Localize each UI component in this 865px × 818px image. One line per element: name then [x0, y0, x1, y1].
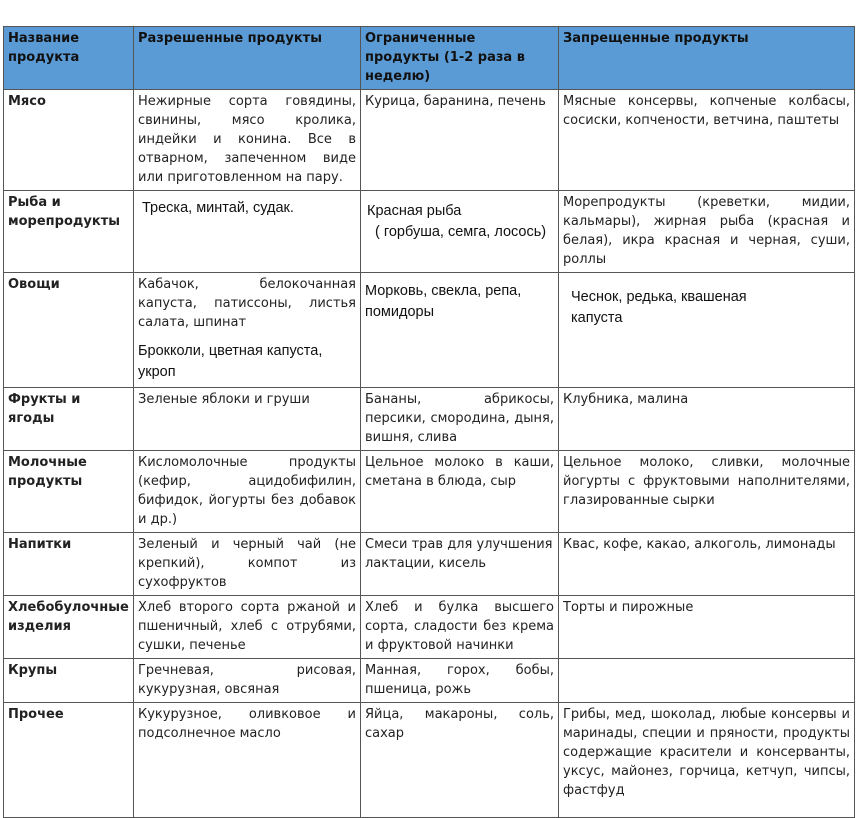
row-allowed-text: Кабачок, белокочанная капуста, патиссоны, листья салата, шпинат: [138, 277, 356, 330]
row-allowed: Кисломолочные продукты (кефир, ацидобифилин, бифидок, йогурты без добавок и др.): [134, 451, 361, 533]
row-category: Фрукты и ягоды: [4, 388, 134, 451]
row-limited-extra: ( горбуша, семга, лосось): [375, 224, 547, 240]
row-limited: Хлеб и булка высшего сорта, сладости без крема и фруктовой начинки: [361, 596, 559, 659]
row-allowed: Хлеб второго сорта ржаной и пшеничный, хлеб с отрубями, сушки, печенье: [134, 596, 361, 659]
header-forbidden: Запрещенные продукты: [559, 27, 855, 90]
header-row: [4, 27, 855, 90]
table-row: [4, 659, 855, 703]
row-category: Напитки: [4, 533, 134, 596]
table-row: [4, 273, 855, 388]
row-forbidden: Цельное молоко, сливки, молочные йогурты с фруктовыми наполнителями, глазированные сырки: [559, 451, 855, 533]
header-name: Название продукта: [4, 27, 134, 90]
table-row: [4, 191, 855, 273]
row-allowed: Зеленый и черный чай (не крепкий), компот из сухофруктов: [134, 533, 361, 596]
row-category: Рыба и морепродукты: [4, 191, 134, 273]
row-allowed-extra: Брокколи, цветная капуста, укроп: [138, 343, 323, 380]
row-limited: Яйца, макароны, соль, сахар: [361, 703, 559, 818]
row-allowed: Нежирные сорта говядины, свинины, мясо кролика, индейки и конина. Все в отварном, запеченном виде или приготовленном на пару.: [134, 90, 361, 191]
table-row: [4, 90, 855, 191]
row-limited: Манная, горох, бобы, пшеница, рожь: [361, 659, 559, 703]
row-allowed: Зеленые яблоки и груши: [134, 388, 361, 451]
row-forbidden: Морепродукты (креветки, мидии, кальмары), жирная рыба (красная и белая), икра красная и черная, суши, роллы: [559, 191, 855, 273]
table-row: [4, 703, 855, 818]
row-category: Овощи: [4, 273, 134, 388]
row-forbidden-text: Чеснок, редька, квашеная капуста: [571, 289, 747, 326]
row-forbidden: Грибы, мед, шоколад, любые консервы и маринады, специи и пряности, продукты содержащие красители и консерванты, уксус, майонез, горчица, кетчуп, чипсы, фастфуд: [559, 703, 855, 818]
row-category: Молочные продукты: [4, 451, 134, 533]
header-limited: Ограниченные продукты (1-2 раза в неделю): [361, 27, 559, 90]
row-forbidden: Клубника, малина: [559, 388, 855, 451]
row-forbidden: Мясные консервы, копченые колбасы, сосиски, копчености, ветчина, паштеты: [559, 90, 855, 191]
row-category: Крупы: [4, 659, 134, 703]
diet-table: [3, 26, 855, 818]
row-limited: Бананы, абрикосы, персики, смородина, дыня, вишня, слива: [361, 388, 559, 451]
row-category: Мясо: [4, 90, 134, 191]
row-forbidden: Торты и пирожные: [559, 596, 855, 659]
row-limited: Цельное молоко в каши, сметана в блюда, сыр: [361, 451, 559, 533]
table-row: [4, 533, 855, 596]
row-allowed: Кукурузное, оливковое и подсолнечное масло: [134, 703, 361, 818]
row-limited-text: Красная рыба: [367, 203, 462, 219]
row-forbidden: [559, 659, 855, 703]
row-category: Хлебобулочные изделия: [4, 596, 134, 659]
row-allowed: Гречневая, рисовая, кукурузная, овсяная: [134, 659, 361, 703]
row-limited: [361, 191, 559, 273]
row-limited: Курица, баранина, печень: [361, 90, 559, 191]
header-allowed: Разрешенные продукты: [134, 27, 361, 90]
table-row: [4, 388, 855, 451]
row-allowed-text: Треска, минтай, судак.: [142, 200, 294, 216]
diet-table-wrapper: [3, 26, 854, 818]
table-row: [4, 451, 855, 533]
row-allowed: [134, 191, 361, 273]
row-limited: [361, 273, 559, 388]
row-forbidden: Квас, кофе, какао, алкоголь, лимонады: [559, 533, 855, 596]
row-forbidden: [559, 273, 855, 388]
row-limited: Смеси трав для улучшения лактации, кисель: [361, 533, 559, 596]
row-category: Прочее: [4, 703, 134, 818]
row-allowed: [134, 273, 361, 388]
row-limited-text: Морковь, свекла, репа, помидоры: [365, 283, 522, 320]
table-row: [4, 596, 855, 659]
